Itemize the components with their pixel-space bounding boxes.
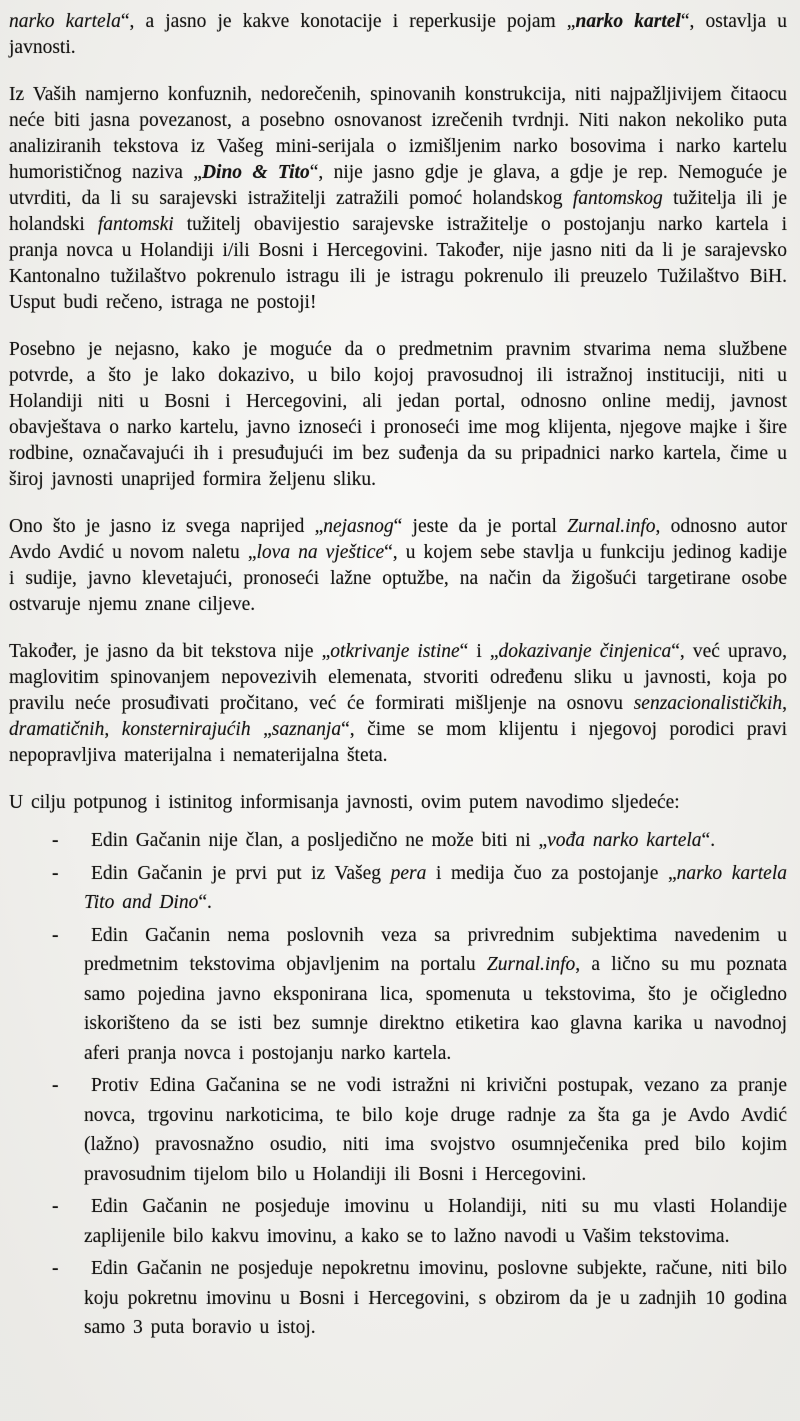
text-run: U cilju potpunog i istinitog informisanja javnosti, ovim putem navodimo sljedeće: [9,792,680,813]
dash-marker-icon: - [52,1196,59,1217]
text-run: dokazivanje činjenica [498,641,672,662]
text-run: , [782,693,787,714]
text-run: “, a jasno je kakve konotacije i reperkusije pojam „ [120,11,576,32]
text-run: “, već upravo, maglovitim spinovanjem nepovezivih elemenata, stvoriti određenu sliku u javnosti, koja po pravilu neće prosuđivati pročitano, već će formirati mišljenje na osnovu [9,641,787,714]
text-run: Također, je jasno da bit tekstova nije „ [9,641,331,662]
text-run: Edin Gačanin ne posjeduje nepokretnu imovinu, poslovne subjekte, račune, niti bilo koju pokretnu imovinu u Bosni i Hercegovini, s obzirom da je u zadnjih 10 godina samo 3 puta boravio u istoj. [84,1258,787,1338]
intro-paragraph [9,790,787,816]
text-run: fantomski [97,214,174,235]
dash-marker-icon: - [52,862,59,884]
text-run: konsternirajućih [121,719,251,740]
text-run: “, čime se mom klijentu i njegovoj porodici pravi nepopravljiva materijalna i nematerijalna šteta. [9,719,787,766]
text-run: senzacionalističkih [633,693,783,714]
text-run: Ono što je jasno iz svega naprijed „ [9,516,324,537]
paragraph [9,82,787,316]
text-run: Edin Gačanin je prvi put iz Vašeg [91,862,391,884]
paragraph [9,514,787,618]
text-run: „ [250,719,272,740]
list-item [9,1254,787,1343]
document-body [9,9,787,1343]
list-item [9,1071,787,1189]
text-run: Zurnal.info [567,516,656,537]
text-run: vođa narko kartela [547,830,702,851]
dash-marker-icon: - [52,1075,59,1096]
text-run: narko kartela Tito and Dino [84,862,787,913]
text-run: “. [198,892,212,913]
text-run: Posebno je nejasno, kako je moguće da o predmetnim pravnim stvarima nema službene potvrde, a što je lako dokazivo, u bilo kojoj pravosudnoj ili istražnoj instituciji, niti u Holandiji niti u Bosni i Hercegovini, ali jedan portal, odnosno online medij, javnost obavještava o narko kartelu, javno iznoseći i pronoseći ime mog klijenta, njegove majke i šire rodbine, označavajući ih i presuđujući im bez suđenja da su pripadnici narko kartela, čime u široj javnosti unaprijed formira željenu sliku. [9,339,787,490]
list-item [9,859,787,918]
text-run: “. [701,830,716,851]
list-item [9,1192,787,1251]
text-run: “, u kojem sebe stavlja u funkciju jedinog kadije i sudije, javno klevetajući, pronoseći lažne optužbe, na način da žigošući targetirane osobe ostvaruje njemu znane ciljeve. [9,542,787,615]
text-run: “, ostavlja u javnosti. [9,11,787,58]
text-run: Edin Gačanin ne posjeduje imovinu u Holandiji, niti su mu vlasti Holandije zaplijenile bilo kakvu imovinu, a kako se to lažno navodi u Vašim tekstovima. [84,1196,787,1247]
paragraph [9,337,787,493]
text-run: dramatičnih [9,719,105,740]
text-run: narko kartel [575,11,681,32]
list-item [9,921,787,1069]
text-run: otkrivanje istine [330,641,460,662]
text-run: Dino & Tito [201,162,310,183]
text-run: “, nije jasno gdje je glava, a gdje je rep. Nemoguće je utvrditi, da li su sarajevski istražitelji zatražili pomoć holandskog [9,162,787,209]
text-run: tužitelj obavijestio sarajevske istražitelje o postojanju narko kartela i pranja novca u Holandiji i/ili Bosni i Hercegovini. Također, nije jasno niti da li je sarajevsko Kantonalno tužilaštvo pokrenulo istragu ili je istragu pokrenulo ili preuzelo Tužilaštvo BiH. Usput budi rečeno, istraga ne postoji! [9,214,787,313]
bullet-list [9,826,787,1343]
text-run: Edin Gačanin nema poslovnih veza sa privrednim subjektima navedenim u predmetnim tekstovima objavljenim na portalu [84,924,787,975]
text-run: pera [390,862,427,884]
text-run: , [104,719,122,740]
text-run: i medija čuo za postojanje „ [426,862,677,884]
text-run: , odnosno autor Avdo Avdić u novom naletu „ [9,516,787,563]
dash-marker-icon: - [52,830,59,851]
text-run: Edin Gačanin nije član, a posljedično ne može biti ni „ [91,830,548,851]
dash-marker-icon: - [52,924,59,946]
text-run: nejasnog [323,516,394,537]
text-run: , a lično su mu poznata samo pojedina javno eksponirana lica, spomenuta u tekstovima, što je očigledno iskorišteno da se isti bez sumnje direktno etiketira kao glavna karika u navodnoj aferi pranja novca i postojanju narko kartela. [84,954,787,1064]
text-run: Protiv Edina Gačanina se ne vodi istražni ni krivični postupak, vezano za pranje novca, trgovinu narkoticima, te bilo koje druge radnje za šta ga je Avdo Avdić (lažno) pravosnažno osudio, niti ima svojstvo osumnječenika pred bilo kojim pravosudnim tijelom bilo u Holandiji ili Bosni i Hercegovini. [84,1075,787,1185]
list-item [9,826,787,856]
paragraph [9,9,787,61]
text-run: fantomskog [572,188,663,209]
text-run: Iz Vaših namjerno konfuznih, nedorečenih, spinovanih konstrukcija, niti najpažljivijem čitaocu neće biti jasna povezanost, a posebno osnovanost izrečenih tvrdnji. Niti nakon nekoliko puta analiziranih tekstova iz Vašeg mini-serijala o izmišljenim narko bosovima i narko kartelu humorističnog naziva „ [9,84,787,183]
text-run: lova na vještice [256,542,385,563]
text-run: narko kartela [9,11,121,32]
text-run: “ jeste da je portal [393,516,568,537]
text-run: tužitelja ili je holandski [9,188,787,235]
text-run: saznanja [271,719,342,740]
paragraph [9,639,787,769]
text-run: Zurnal.info [486,954,576,975]
text-run: “ i „ [459,641,499,662]
dash-marker-icon: - [52,1258,59,1279]
